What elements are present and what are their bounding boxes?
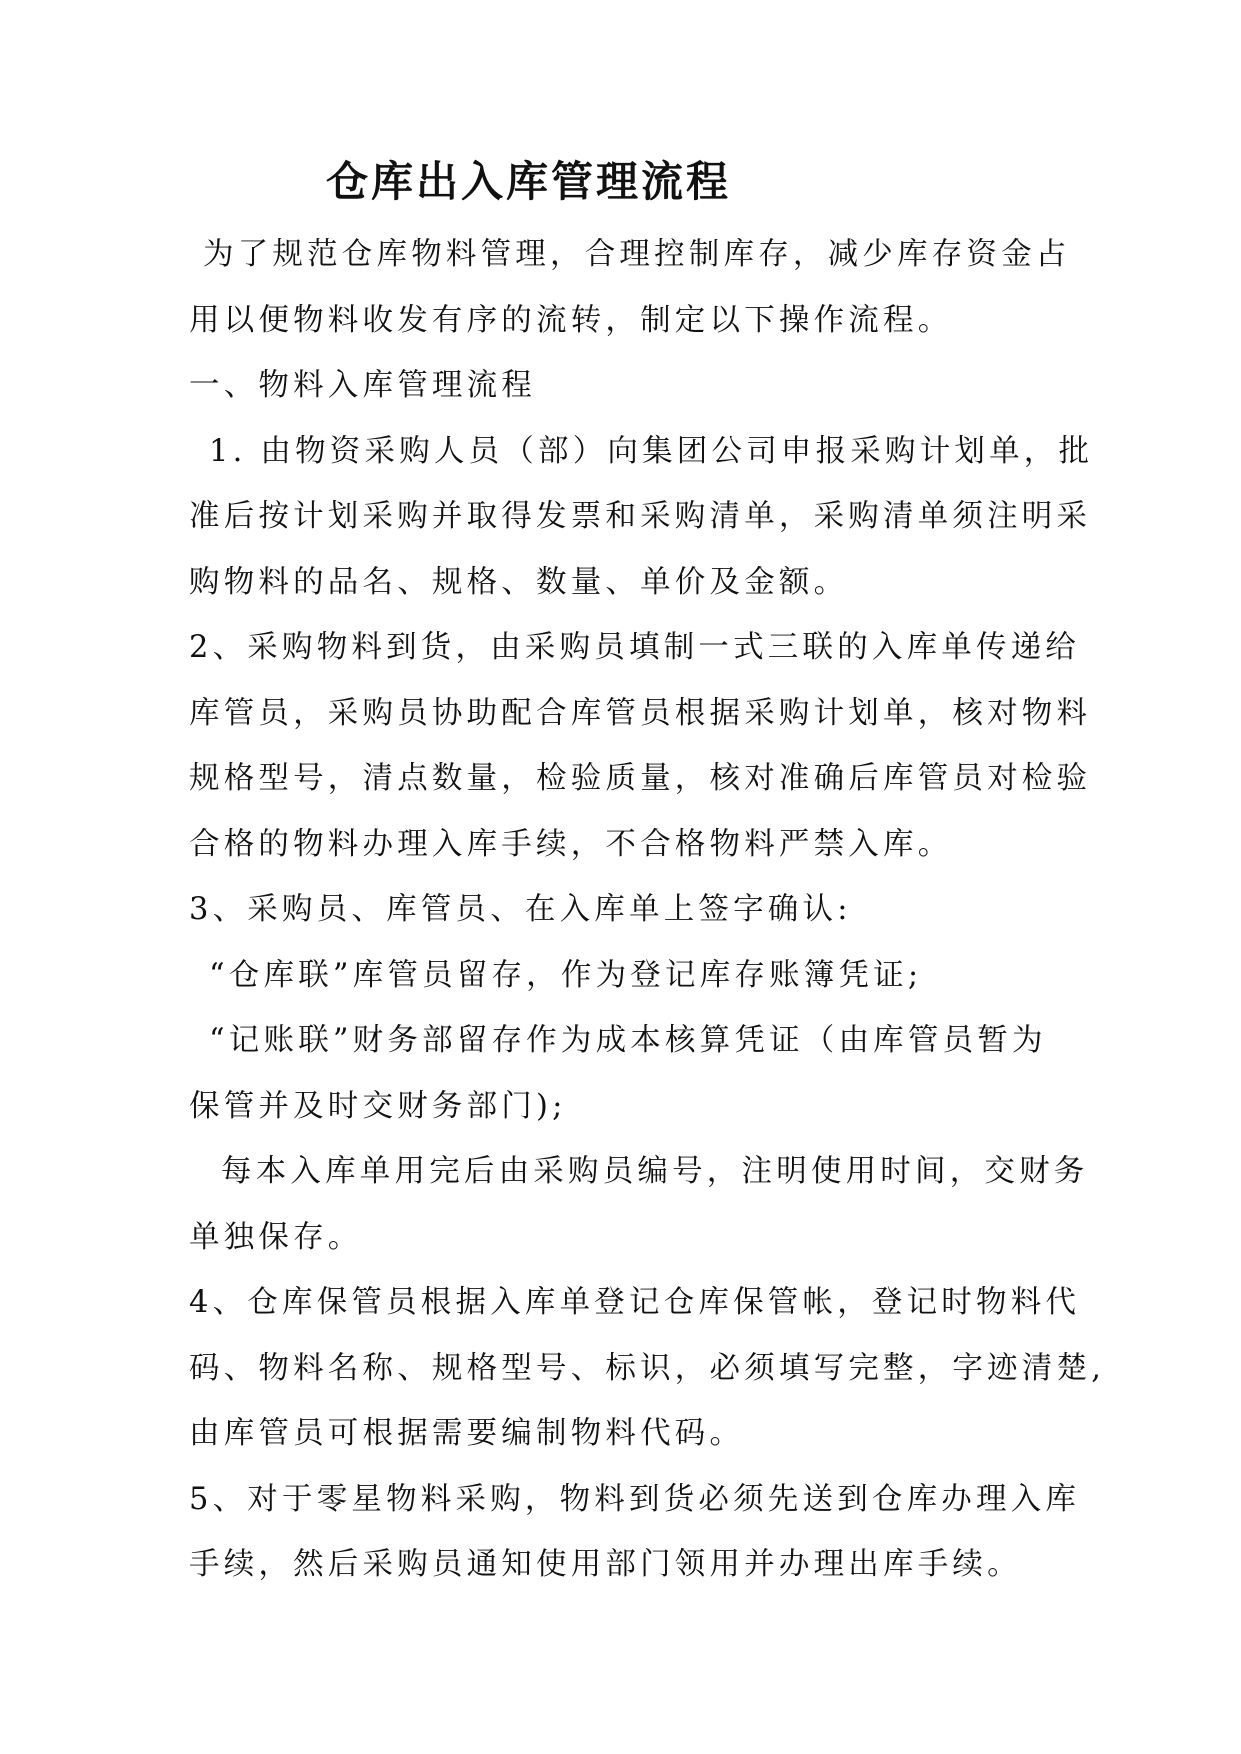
item-2-line-2: 库管员，采购员协助配合库管员根据采购计划单，核对物料 [189,695,1092,731]
document-body [189,222,1106,1598]
paragraph-intro-line-1: 为了规范仓库物料管理，合理控制库存，减少库存资金占 [203,237,1071,272]
item-3-note-line-2: 单独保存。 [189,1219,363,1255]
item-5-line-2: 手续，然后采购员通知使用部门领用并办理出库手续。 [189,1547,1022,1582]
document-title: 仓库出入库管理流程 [326,157,732,206]
item-2-line-3: 规格型号，清点数量，检验质量，核对准确后库管员对检验 [189,761,1092,796]
item-3-accounting-copy-line-2: 保管并及时交财务部门); [189,1088,567,1124]
item-4-line-3: 由库管员可根据需要编制物料代码。 [189,1416,745,1451]
item-5-line-1: 5、对于零星物料采购，物料到货必须先送到仓库办理入库 [189,1481,1081,1517]
item-2-line-1: 2、采购物料到货，由采购员填制一式三联的入库单传递给 [189,630,1081,665]
item-3-accounting-copy-line-1: “记账联”财务部留存作为成本核算凭证（由库管员暂为 [209,1023,1047,1058]
item-4-line-1: 4、仓库保管员根据入库单登记仓库保管帐，登记时物料代 [189,1285,1081,1320]
paragraph-intro-line-2: 用以便物料收发有序的流转，制定以下操作流程。 [189,302,953,338]
item-3-warehouse-copy: “仓库联”库管员留存，作为登记库存账簿凭证; [209,957,923,993]
item-2-line-4: 合格的物料办理入库手续，不合格物料严禁入库。 [189,826,953,862]
item-3-note-line-1: 每本入库单用完后由采购员编号，注明使用时间，交财务 [221,1154,1089,1189]
item-4-line-2: 码、物料名称、规格型号、标识，必须填写完整，字迹清楚, [189,1350,1106,1386]
item-3-line-1: 3、采购员、库管员、在入库单上签字确认: [189,892,852,927]
item-1-line-2: 准后按计划采购并取得发票和采购清单，采购清单须注明采 [189,499,1092,534]
item-1-line-1: 1. 由物资采购人员（部）向集团公司申报采购计划单，批 [209,433,1094,469]
item-1-line-3: 购物料的品名、规格、数量、单价及金额。 [189,564,849,600]
section-heading: 一、物料入库管理流程 [189,368,536,403]
